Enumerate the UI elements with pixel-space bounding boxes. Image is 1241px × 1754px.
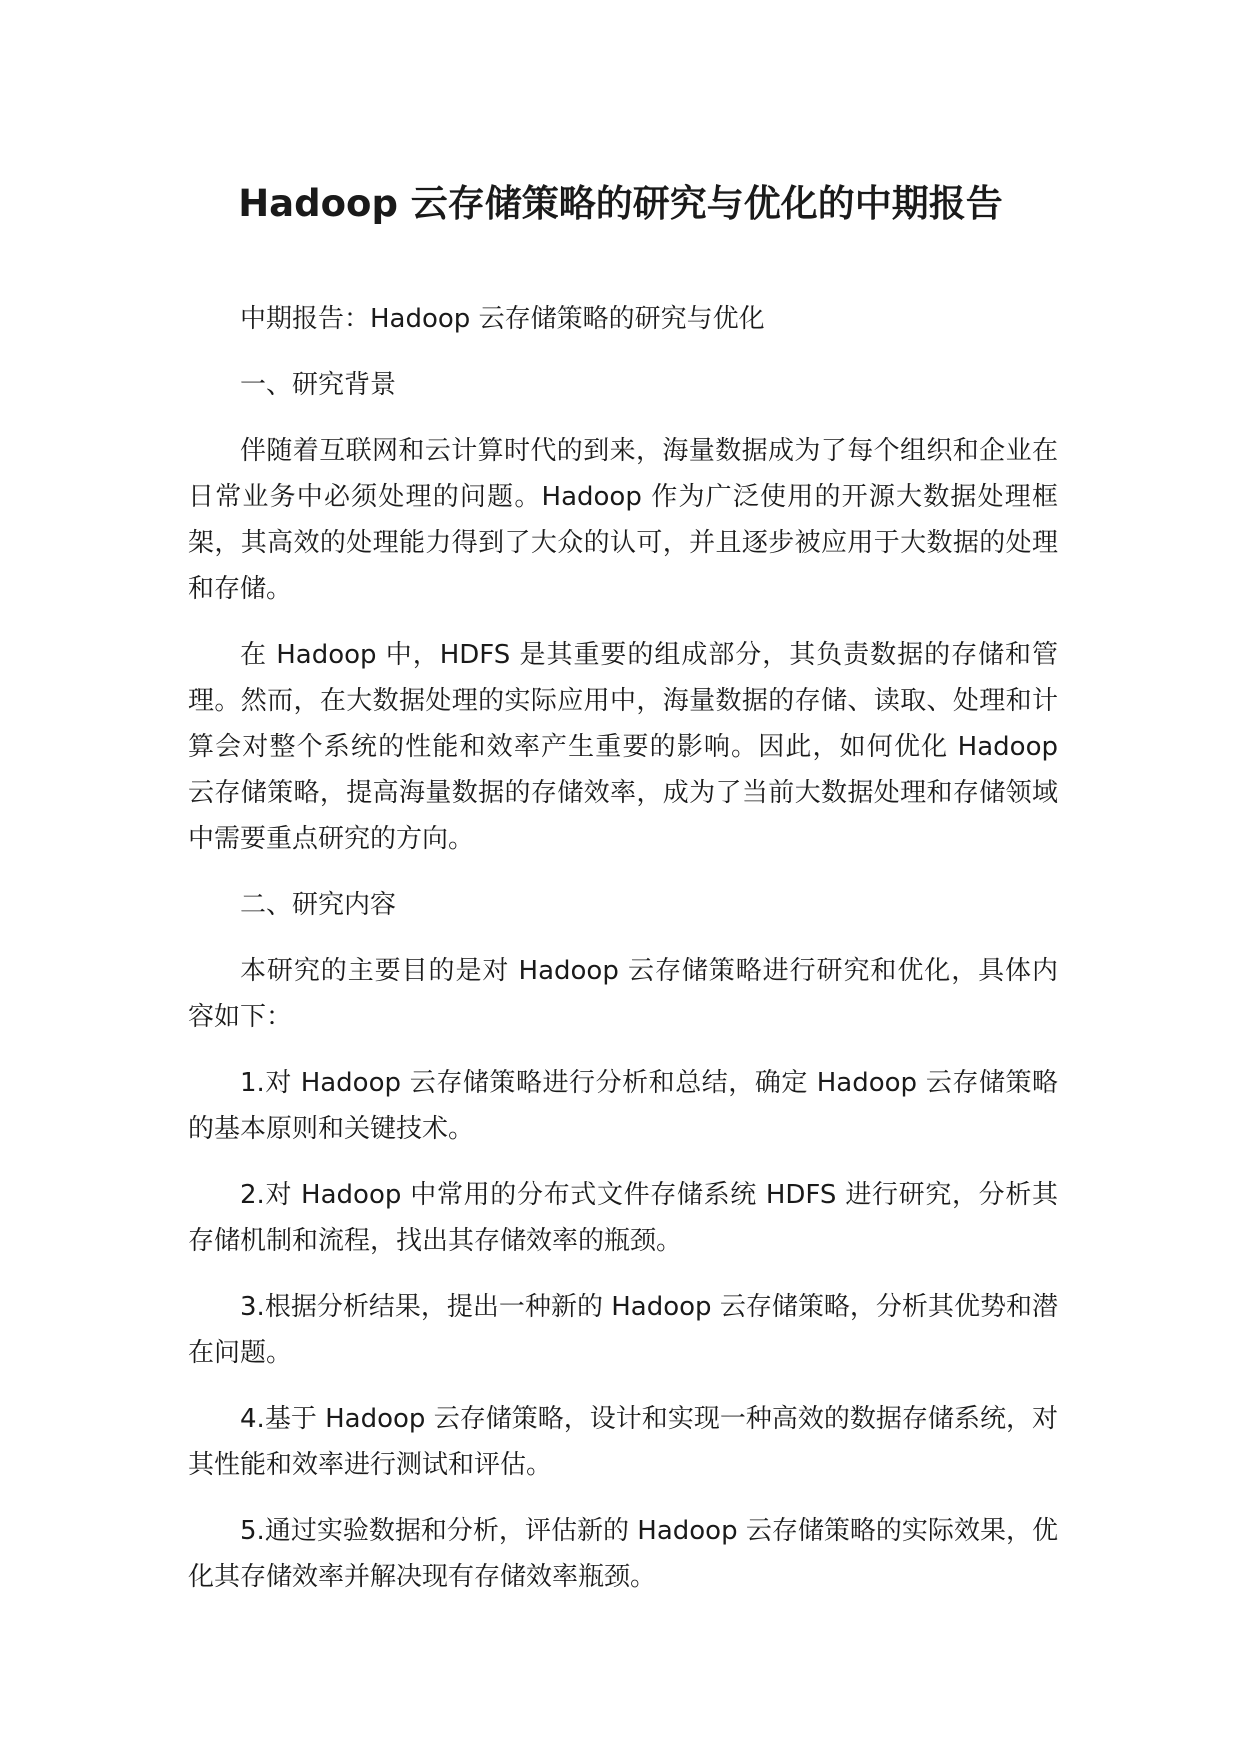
list-item-4: 4.基于 Hadoop 云存储策略，设计和实现一种高效的数据存储系统，对其性能和效率进行测试和评估。 (188, 1404, 1058, 1480)
section-heading-content: 二、研究内容 (240, 890, 397, 920)
list-item-2: 2.对 Hadoop 中常用的分布式文件存储系统 HDFS 进行研究，分析其存储机制和流程，找出其存储效率的瓶颈。 (188, 1180, 1058, 1256)
list-item-1: 1.对 Hadoop 云存储策略进行分析和总结，确定 Hadoop 云存储策略的基本原则和关键技术。 (188, 1068, 1058, 1144)
list-item-3: 3.根据分析结果，提出一种新的 Hadoop 云存储策略，分析其优势和潜在问题。 (188, 1292, 1058, 1368)
subtitle-paragraph: 中期报告：Hadoop 云存储策略的研究与优化 (240, 304, 765, 334)
paragraph-content-intro: 本研究的主要目的是对 Hadoop 云存储策略进行研究和优化，具体内容如下： (188, 956, 1058, 1032)
document-title: Hadoop 云存储策略的研究与优化的中期报告 (238, 182, 1003, 225)
paragraph-background-2: 在 Hadoop 中，HDFS 是其重要的组成部分，其负责数据的存储和管理。然而，在大数据处理的实际应用中，海量数据的存储、读取、处理和计算会对整个系统的性能和效率产生重要的影响。因此，如何优化 Hadoop 云存储策略，提高海量数据的存储效率，成为了当前大数据处理和存储领域中需要重点研究的方向。 (188, 640, 1058, 854)
list-item-5: 5.通过实验数据和分析，评估新的 Hadoop 云存储策略的实际效果，优化其存储效率并解决现有存储效率瓶颈。 (188, 1516, 1058, 1592)
document-body (188, 296, 1058, 1620)
paragraph-background-1: 伴随着互联网和云计算时代的到来，海量数据成为了每个组织和企业在日常业务中必须处理的问题。Hadoop 作为广泛使用的开源大数据处理框架，其高效的处理能力得到了大众的认可，并且逐步被应用于大数据的处理和存储。 (188, 436, 1058, 604)
section-heading-background: 一、研究背景 (240, 370, 397, 400)
